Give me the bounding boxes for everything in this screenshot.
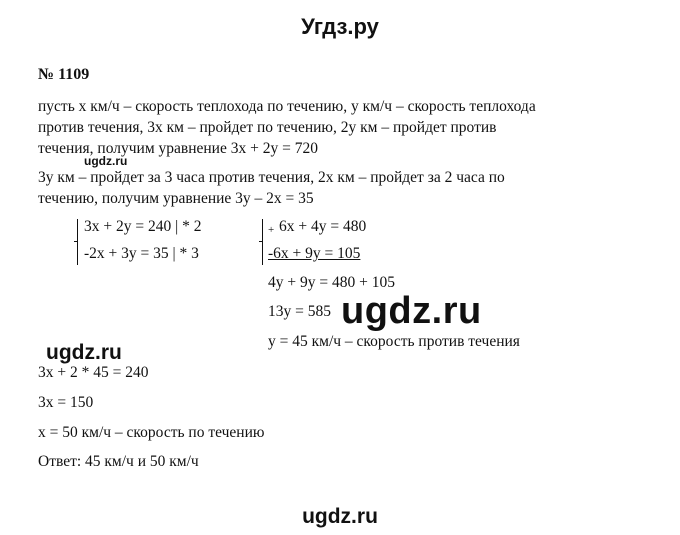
system-brace-right bbox=[262, 219, 263, 265]
watermark-small-top: ugdz.ru bbox=[84, 154, 128, 168]
system-left-eq-2: -2х + 3у = 35 | * 3 bbox=[84, 245, 199, 262]
system-right-eq-2: -6х + 9у = 105 bbox=[268, 245, 361, 262]
site-header: Угдз.ру bbox=[301, 14, 379, 39]
solution-line-2: 3х = 150 bbox=[38, 394, 94, 411]
step-13y: 13у = 585 bbox=[268, 303, 331, 320]
problem-number: № 1109 bbox=[38, 66, 90, 83]
paragraph-1-line-1: пусть х км/ч – скорость теплохода по течению, у км/ч – скорость теплохода bbox=[38, 98, 536, 115]
solution-line-1: 3х + 2 * 45 = 240 bbox=[38, 364, 149, 381]
paragraph-2-line-2: течению, получим уравнение 3у – 2х = 35 bbox=[38, 190, 314, 207]
watermark-small-left: ugdz.ru bbox=[46, 341, 122, 364]
watermark-big: ugdz.ru bbox=[341, 290, 482, 332]
system-brace-left-tip bbox=[74, 241, 78, 242]
paragraph-2-line-1: 3у км – пройдет за 3 часа против течения, 2х км – пройдет за 2 часа по bbox=[38, 169, 505, 186]
system-left-eq-1: 3х + 2у = 240 | * 2 bbox=[84, 218, 202, 235]
system-brace-left bbox=[77, 219, 78, 265]
step-sum: 4у + 9у = 480 + 105 bbox=[268, 274, 395, 291]
system-right-eq-1: 6х + 4у = 480 bbox=[279, 218, 367, 235]
plus-sign: + bbox=[268, 224, 275, 236]
solution-line-3: х = 50 км/ч – скорость по течению bbox=[38, 424, 265, 441]
answer-line: Ответ: 45 км/ч и 50 км/ч bbox=[38, 453, 199, 470]
paragraph-1-line-3: течения, получим уравнение 3х + 2у = 720 bbox=[38, 140, 318, 157]
footer-watermark: ugdz.ru bbox=[302, 505, 378, 528]
paragraph-1-line-2: против течения, 3х км – пройдет по течению, 2у км – пройдет против bbox=[38, 119, 497, 136]
system-brace-right-tip bbox=[259, 241, 263, 242]
step-y-result: у = 45 км/ч – скорость против течения bbox=[268, 333, 520, 350]
